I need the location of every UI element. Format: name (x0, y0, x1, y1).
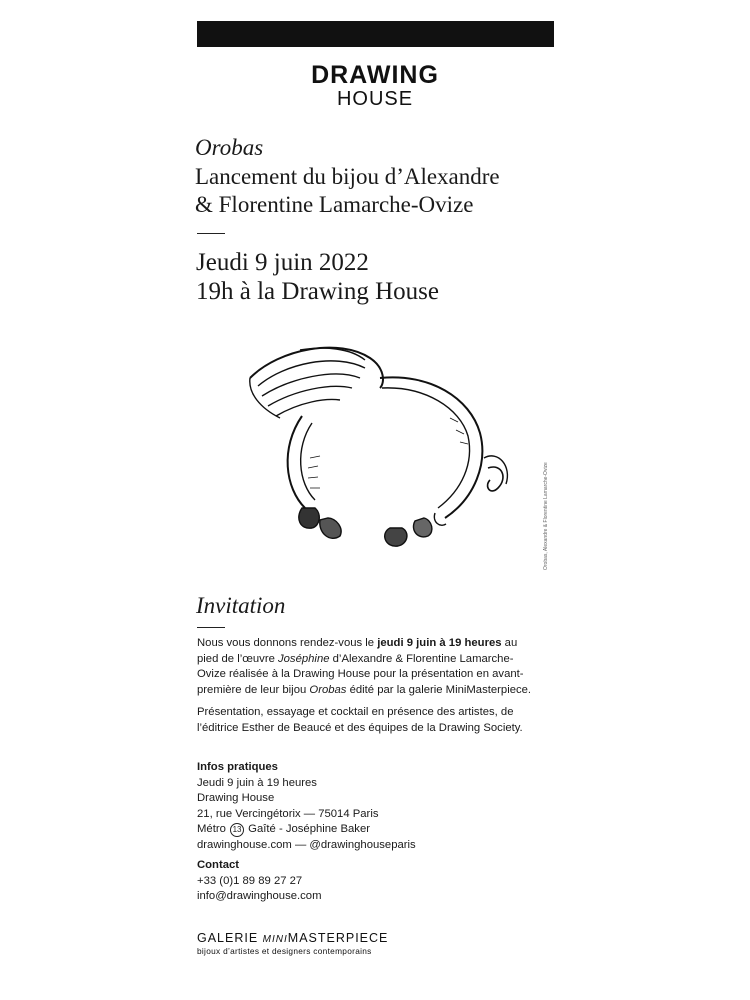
p1-italic-jewel: Orobas (309, 683, 347, 696)
gallery-mini: MINI (262, 934, 288, 945)
gallery-logo (197, 931, 388, 945)
invitation-paragraph-2: Présentation, essayage et cocktail en présence des artistes, de l’éditrice Esther de Beaucé et des équipes de la Drawing Society. (197, 706, 523, 734)
practical-info-heading: Infos pratiques (197, 761, 278, 773)
logo-house: HOUSE (336, 88, 414, 110)
info-address: 21, rue Vercingétorix — 75014 Paris (197, 807, 379, 820)
title-line-1: Lancement du bijou d’Alexandre (195, 164, 500, 189)
p1-text-b: au pied de l’œuvre (197, 637, 518, 665)
contact-heading: Contact (197, 859, 240, 871)
contact-email[interactable]: info@drawinghouse.com (197, 890, 322, 902)
info-metro (197, 822, 416, 838)
practical-info (197, 760, 416, 853)
contact (197, 858, 322, 905)
contact-phone[interactable]: +33 (0)1 89 89 27 27 (197, 874, 303, 887)
info-date: Jeudi 9 juin à 19 heures (197, 776, 317, 789)
metro-line-icon: 13 (230, 823, 244, 837)
event-time-place: 19h à la Drawing House (196, 278, 439, 305)
divider (197, 627, 225, 628)
work-title: Orobas (195, 135, 264, 160)
title-line-2: & Florentine Lamarche-Ovize (195, 192, 474, 217)
gallery-tagline: bijoux d’artistes et designers contemporains (197, 946, 372, 956)
illustration-credit: Orobas, Alexandre & Florentine Lamarche-Ovize (543, 462, 549, 570)
info-web[interactable]: drawinghouse.com — @drawinghouseparis (197, 838, 416, 851)
info-venue: Drawing House (197, 792, 275, 804)
p1-text-a: Nous vous donnons rendez-vous le (197, 637, 378, 649)
p1-text-d: édité par la galerie MiniMasterpiece. (346, 683, 532, 696)
p1-bold: jeudi 9 juin à 19 heures (377, 637, 502, 649)
top-black-bar (197, 21, 554, 47)
gallery-masterpiece: MASTERPIECE (287, 931, 389, 945)
logo-drawing: DRAWING (311, 61, 439, 89)
invitation-heading: Invitation (196, 593, 286, 618)
p1-italic-work: Joséphine (278, 652, 330, 665)
p1-text-c: d’Alexandre & Florentine Lamarche-Ovize réalisée à la Drawing House pour la présentation en avant-première de leur bijou (197, 652, 524, 696)
metro-label: Métro (197, 823, 226, 835)
metro-station: Gaîté - Joséphine Baker (248, 823, 370, 835)
divider (197, 233, 225, 234)
bracelet-illustration (240, 338, 516, 560)
event-date: Jeudi 9 juin 2022 (196, 249, 369, 276)
gallery-word: GALERIE (197, 931, 263, 945)
invitation-paragraph-1 (197, 636, 537, 698)
